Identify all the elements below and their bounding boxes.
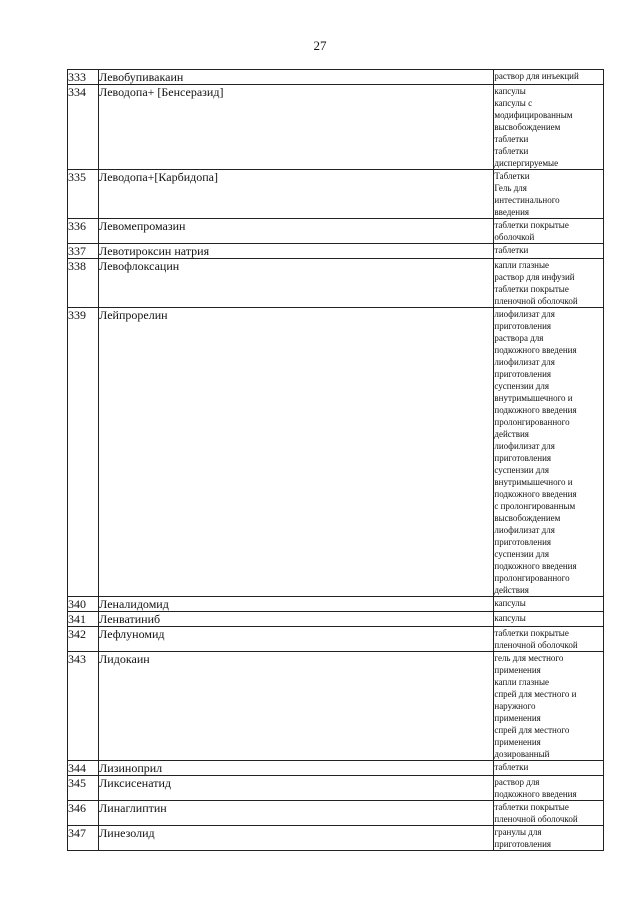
dosage-form-line: подкожного введения: [494, 561, 577, 571]
dosage-form-line: гель для местного: [494, 653, 564, 663]
table-row: [68, 761, 604, 776]
dosage-forms: [494, 776, 604, 801]
table-row: [68, 612, 604, 627]
drug-name: Леводопа+[Карбидопа]: [99, 170, 494, 219]
dosage-forms: [494, 801, 604, 826]
dosage-form-line: спрей для местного и: [494, 689, 577, 699]
dosage-form-line: приготовления: [494, 537, 552, 547]
dosage-forms: [494, 652, 604, 761]
dosage-form-line: применения: [494, 665, 541, 675]
row-number: 336: [68, 219, 99, 244]
dosage-form-line: пролонгированного: [494, 573, 570, 583]
dosage-form-line: дозированный: [494, 749, 550, 759]
table-row: [68, 70, 604, 85]
dosage-form-line: пленочной оболочкой: [494, 814, 578, 824]
dosage-forms: [494, 308, 604, 597]
dosage-form-line: подкожного введения: [494, 405, 577, 415]
drug-name: Ликсисенатид: [99, 776, 494, 801]
dosage-form-line: раствор для инфузий: [494, 272, 575, 282]
dosage-forms: [494, 170, 604, 219]
row-number: 339: [68, 308, 99, 597]
table-row: [68, 170, 604, 219]
dosage-form-line: пролонгированного: [494, 417, 570, 427]
drug-name: Левобупивакаин: [99, 70, 494, 85]
page-number: 27: [313, 38, 327, 53]
dosage-form-line: применения: [494, 737, 541, 747]
table-row: [68, 259, 604, 308]
dosage-form-line: капли глазные: [494, 260, 549, 270]
dosage-form-line: раствора для: [494, 333, 544, 343]
dosage-form-line: действия: [494, 585, 529, 595]
dosage-form-line: приготовления: [494, 453, 552, 463]
dosage-form-line: таблетки: [494, 245, 529, 255]
dosage-form-line: внутримышечного и: [494, 477, 573, 487]
dosage-form-line: таблетки покрытые: [494, 284, 569, 294]
drug-name: Леводопа+ [Бенсеразид]: [99, 85, 494, 170]
dosage-forms: [494, 761, 604, 776]
dosage-forms: [494, 612, 604, 627]
dosage-form-line: гранулы для: [494, 827, 542, 837]
drug-name: Лизиноприл: [99, 761, 494, 776]
dosage-forms: [494, 219, 604, 244]
dosage-form-line: таблетки покрытые: [494, 220, 569, 230]
dosage-form-line: капсулы с: [494, 98, 533, 108]
drug-name: Лидокаин: [99, 652, 494, 761]
dosage-form-line: Гель для: [494, 183, 527, 193]
dosage-form-line: таблетки покрытые: [494, 802, 569, 812]
row-number: 334: [68, 85, 99, 170]
dosage-form-line: применения: [494, 713, 541, 723]
table-row: [68, 826, 604, 851]
table-row: [68, 776, 604, 801]
dosage-forms: [494, 597, 604, 612]
dosage-forms: [494, 244, 604, 259]
drug-name: Лефлуномид: [99, 627, 494, 652]
row-number: 346: [68, 801, 99, 826]
row-number: 345: [68, 776, 99, 801]
dosage-form-line: капсулы: [494, 613, 526, 623]
drug-name: Ленватиниб: [99, 612, 494, 627]
row-number: 343: [68, 652, 99, 761]
dosage-form-line: диспергируемые: [494, 158, 559, 168]
dosage-form-line: интестинального: [494, 195, 560, 205]
dosage-form-line: модифицированным: [494, 110, 573, 120]
row-number: 341: [68, 612, 99, 627]
dosage-form-line: подкожного введения: [494, 345, 577, 355]
dosage-form-line: высвобождением: [494, 513, 561, 523]
dosage-form-line: раствор для инъекций: [494, 71, 579, 81]
drug-name: Линезолид: [99, 826, 494, 851]
dosage-form-line: пленочной оболочкой: [494, 296, 578, 306]
dosage-forms: [494, 826, 604, 851]
dosage-form-line: приготовления: [494, 839, 552, 849]
dosage-form-line: таблетки: [494, 134, 529, 144]
dosage-form-line: приготовления: [494, 369, 552, 379]
row-number: 340: [68, 597, 99, 612]
table-row: [68, 597, 604, 612]
dosage-form-line: таблетки покрытые: [494, 628, 569, 638]
dosage-form-line: лиофилизат для: [494, 357, 555, 367]
dosage-form-line: с пролонгированным: [494, 501, 576, 511]
table-row: [68, 244, 604, 259]
table-row: [68, 219, 604, 244]
dosage-forms: [494, 259, 604, 308]
dosage-form-line: лиофилизат для: [494, 441, 555, 451]
dosage-form-line: капсулы: [494, 86, 526, 96]
row-number: 337: [68, 244, 99, 259]
dosage-form-line: подкожного введения: [494, 489, 577, 499]
drug-name: Левофлоксацин: [99, 259, 494, 308]
dosage-form-line: лиофилизат для: [494, 525, 555, 535]
dosage-form-line: суспензии для: [494, 549, 550, 559]
row-number: 333: [68, 70, 99, 85]
drug-name: Лейпрорелин: [99, 308, 494, 597]
table-row: [68, 627, 604, 652]
dosage-form-line: суспензии для: [494, 465, 550, 475]
dosage-form-line: капли глазные: [494, 677, 549, 687]
drug-table: [67, 69, 604, 851]
row-number: 338: [68, 259, 99, 308]
table-row: [68, 801, 604, 826]
row-number: 347: [68, 826, 99, 851]
dosage-form-line: оболочкой: [494, 232, 535, 242]
dosage-form-line: внутримышечного и: [494, 393, 573, 403]
dosage-form-line: действия: [494, 429, 529, 439]
drug-name: Левомепромазин: [99, 219, 494, 244]
dosage-form-line: лиофилизат для: [494, 309, 555, 319]
row-number: 342: [68, 627, 99, 652]
table-row: [68, 308, 604, 597]
table-row: [68, 85, 604, 170]
dosage-form-line: капсулы: [494, 598, 526, 608]
dosage-form-line: введения: [494, 207, 530, 217]
dosage-form-line: раствор для: [494, 777, 540, 787]
dosage-form-line: подкожного введения: [494, 789, 577, 799]
dosage-form-line: наружного: [494, 701, 536, 711]
table-row: [68, 652, 604, 761]
dosage-form-line: Таблетки: [494, 171, 530, 181]
dosage-forms: [494, 627, 604, 652]
row-number: 335: [68, 170, 99, 219]
dosage-form-line: высвобождением: [494, 122, 561, 132]
drug-name: Линаглиптин: [99, 801, 494, 826]
dosage-forms: [494, 70, 604, 85]
drug-name: Левотироксин натрия: [99, 244, 494, 259]
drug-table-body: [68, 70, 604, 851]
dosage-form-line: пленочной оболочкой: [494, 640, 578, 650]
drug-name: Леналидомид: [99, 597, 494, 612]
dosage-form-line: таблетки: [494, 762, 529, 772]
dosage-form-line: спрей для местного: [494, 725, 570, 735]
dosage-forms: [494, 85, 604, 170]
dosage-form-line: приготовления: [494, 321, 552, 331]
row-number: 344: [68, 761, 99, 776]
dosage-form-line: таблетки: [494, 146, 529, 156]
dosage-form-line: суспензии для: [494, 381, 550, 391]
